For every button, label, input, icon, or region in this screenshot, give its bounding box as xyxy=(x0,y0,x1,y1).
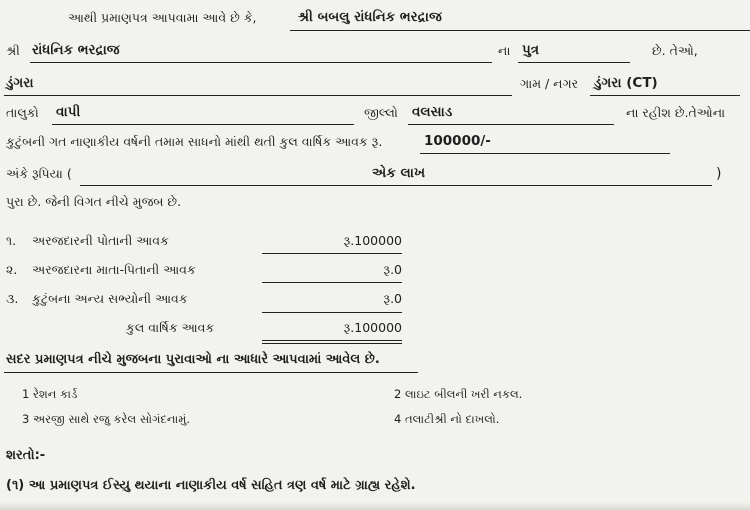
village-town-value: ડુંગરા (CT) xyxy=(594,75,658,91)
row2-suffix: છે. તેઓ, xyxy=(652,43,698,58)
parents-income-line xyxy=(262,282,402,283)
income-row-number: ૧. xyxy=(6,233,17,248)
applicant-name: શ્રી બબલુ રાંધનિક ભરદ્રાજ xyxy=(298,9,442,25)
relation-line xyxy=(518,62,630,63)
parent-name-line xyxy=(30,62,492,63)
total-amount: 100000/- xyxy=(424,133,491,149)
na-text: ના xyxy=(498,43,511,58)
proof-item: 3 અરજી સાથે રજુ કરેલ સોગંદનામું. xyxy=(22,412,191,426)
income-row-number: ૨. xyxy=(6,262,18,277)
amount-in-words: એક લાખ xyxy=(372,165,426,181)
proof-item: 1 રેશન કાર્ડ xyxy=(22,387,78,401)
total-income-value: રૂ.100000 xyxy=(343,320,402,335)
place-value: ડુંગરા xyxy=(6,75,34,91)
family-income-line xyxy=(262,312,402,313)
amount-words-close: ) xyxy=(716,166,722,182)
place-line xyxy=(4,95,512,96)
district-label: જીલ્લો xyxy=(364,105,398,120)
district-value: વલસાડ xyxy=(412,104,453,120)
proofs-heading-underline xyxy=(4,372,418,373)
income-row-number: ૩. xyxy=(6,291,19,306)
total-income-label: કુલ વાર્ષિક આવક xyxy=(126,320,215,335)
district-line xyxy=(408,124,614,125)
parent-name: રાંધનિક ભરદ્રાજ xyxy=(32,42,120,58)
conditions-label: શરતો:- xyxy=(6,448,46,463)
amount-words-prefix: અંકે રૂપિયા ( xyxy=(6,166,72,181)
details-sentence: પુરા છે. જેની વિગત નીચે મુજબ છે. xyxy=(6,194,182,209)
applicant-name-line xyxy=(290,30,750,31)
taluka-line xyxy=(52,124,354,125)
relation-value: પુત્ર xyxy=(522,42,540,58)
intro-text: આથી પ્રમાણપત્ર આપવામા આવે છે કે, xyxy=(68,10,257,25)
total-amount-line xyxy=(420,153,670,154)
condition-1: (૧) આ પ્રમાણપત્ર ઈસ્યુ થયાના નાણાકીય વર્ષ સહિત ત્રણ વર્ષ માટે ગ્રાહ્ય રહેશે. xyxy=(6,478,416,493)
applicant-income-label: અરજદારની પોતાની આવક xyxy=(32,233,169,248)
total-income-underline xyxy=(262,340,402,344)
page-edge xyxy=(0,502,750,510)
village-town-line xyxy=(590,95,740,96)
applicant-income-line xyxy=(262,253,402,254)
proof-item: 4 તલાટીશ્રી નો દાખલો. xyxy=(394,412,500,426)
proof-item: 2 લાઇટ બીલની ખરી નકલ. xyxy=(394,387,523,401)
parents-income-value: રૂ.0 xyxy=(383,262,402,277)
residence-suffix: ના રહીશ છે.તેઓના xyxy=(626,105,726,120)
income-sentence: કુટુંબની ગત નાણાકીય વર્ષની તમામ સાધનો માંથી થતી કુલ વાર્ષિક આવક રૂ. xyxy=(6,134,383,149)
family-income-label: કુટુંબના અન્ય સભ્યોની આવક xyxy=(32,291,188,306)
village-town-label: ગામ / નગર xyxy=(520,76,579,91)
amount-words-line xyxy=(80,185,712,186)
family-income-value: રૂ.0 xyxy=(383,291,402,306)
taluka-label: તાલુકો xyxy=(6,105,39,120)
applicant-income-value: રૂ.100000 xyxy=(343,233,402,248)
shri-prefix: શ્રી xyxy=(6,43,20,58)
taluka-value: વાપી xyxy=(56,104,81,120)
parents-income-label: અરજદારના માતા-પિતાની આવક xyxy=(32,262,196,277)
proofs-heading: સદર પ્રમાણપત્ર નીચે મુજબના પુરાવાઓ ના આધારે આપવામાં આવેલ છે. xyxy=(6,352,380,367)
